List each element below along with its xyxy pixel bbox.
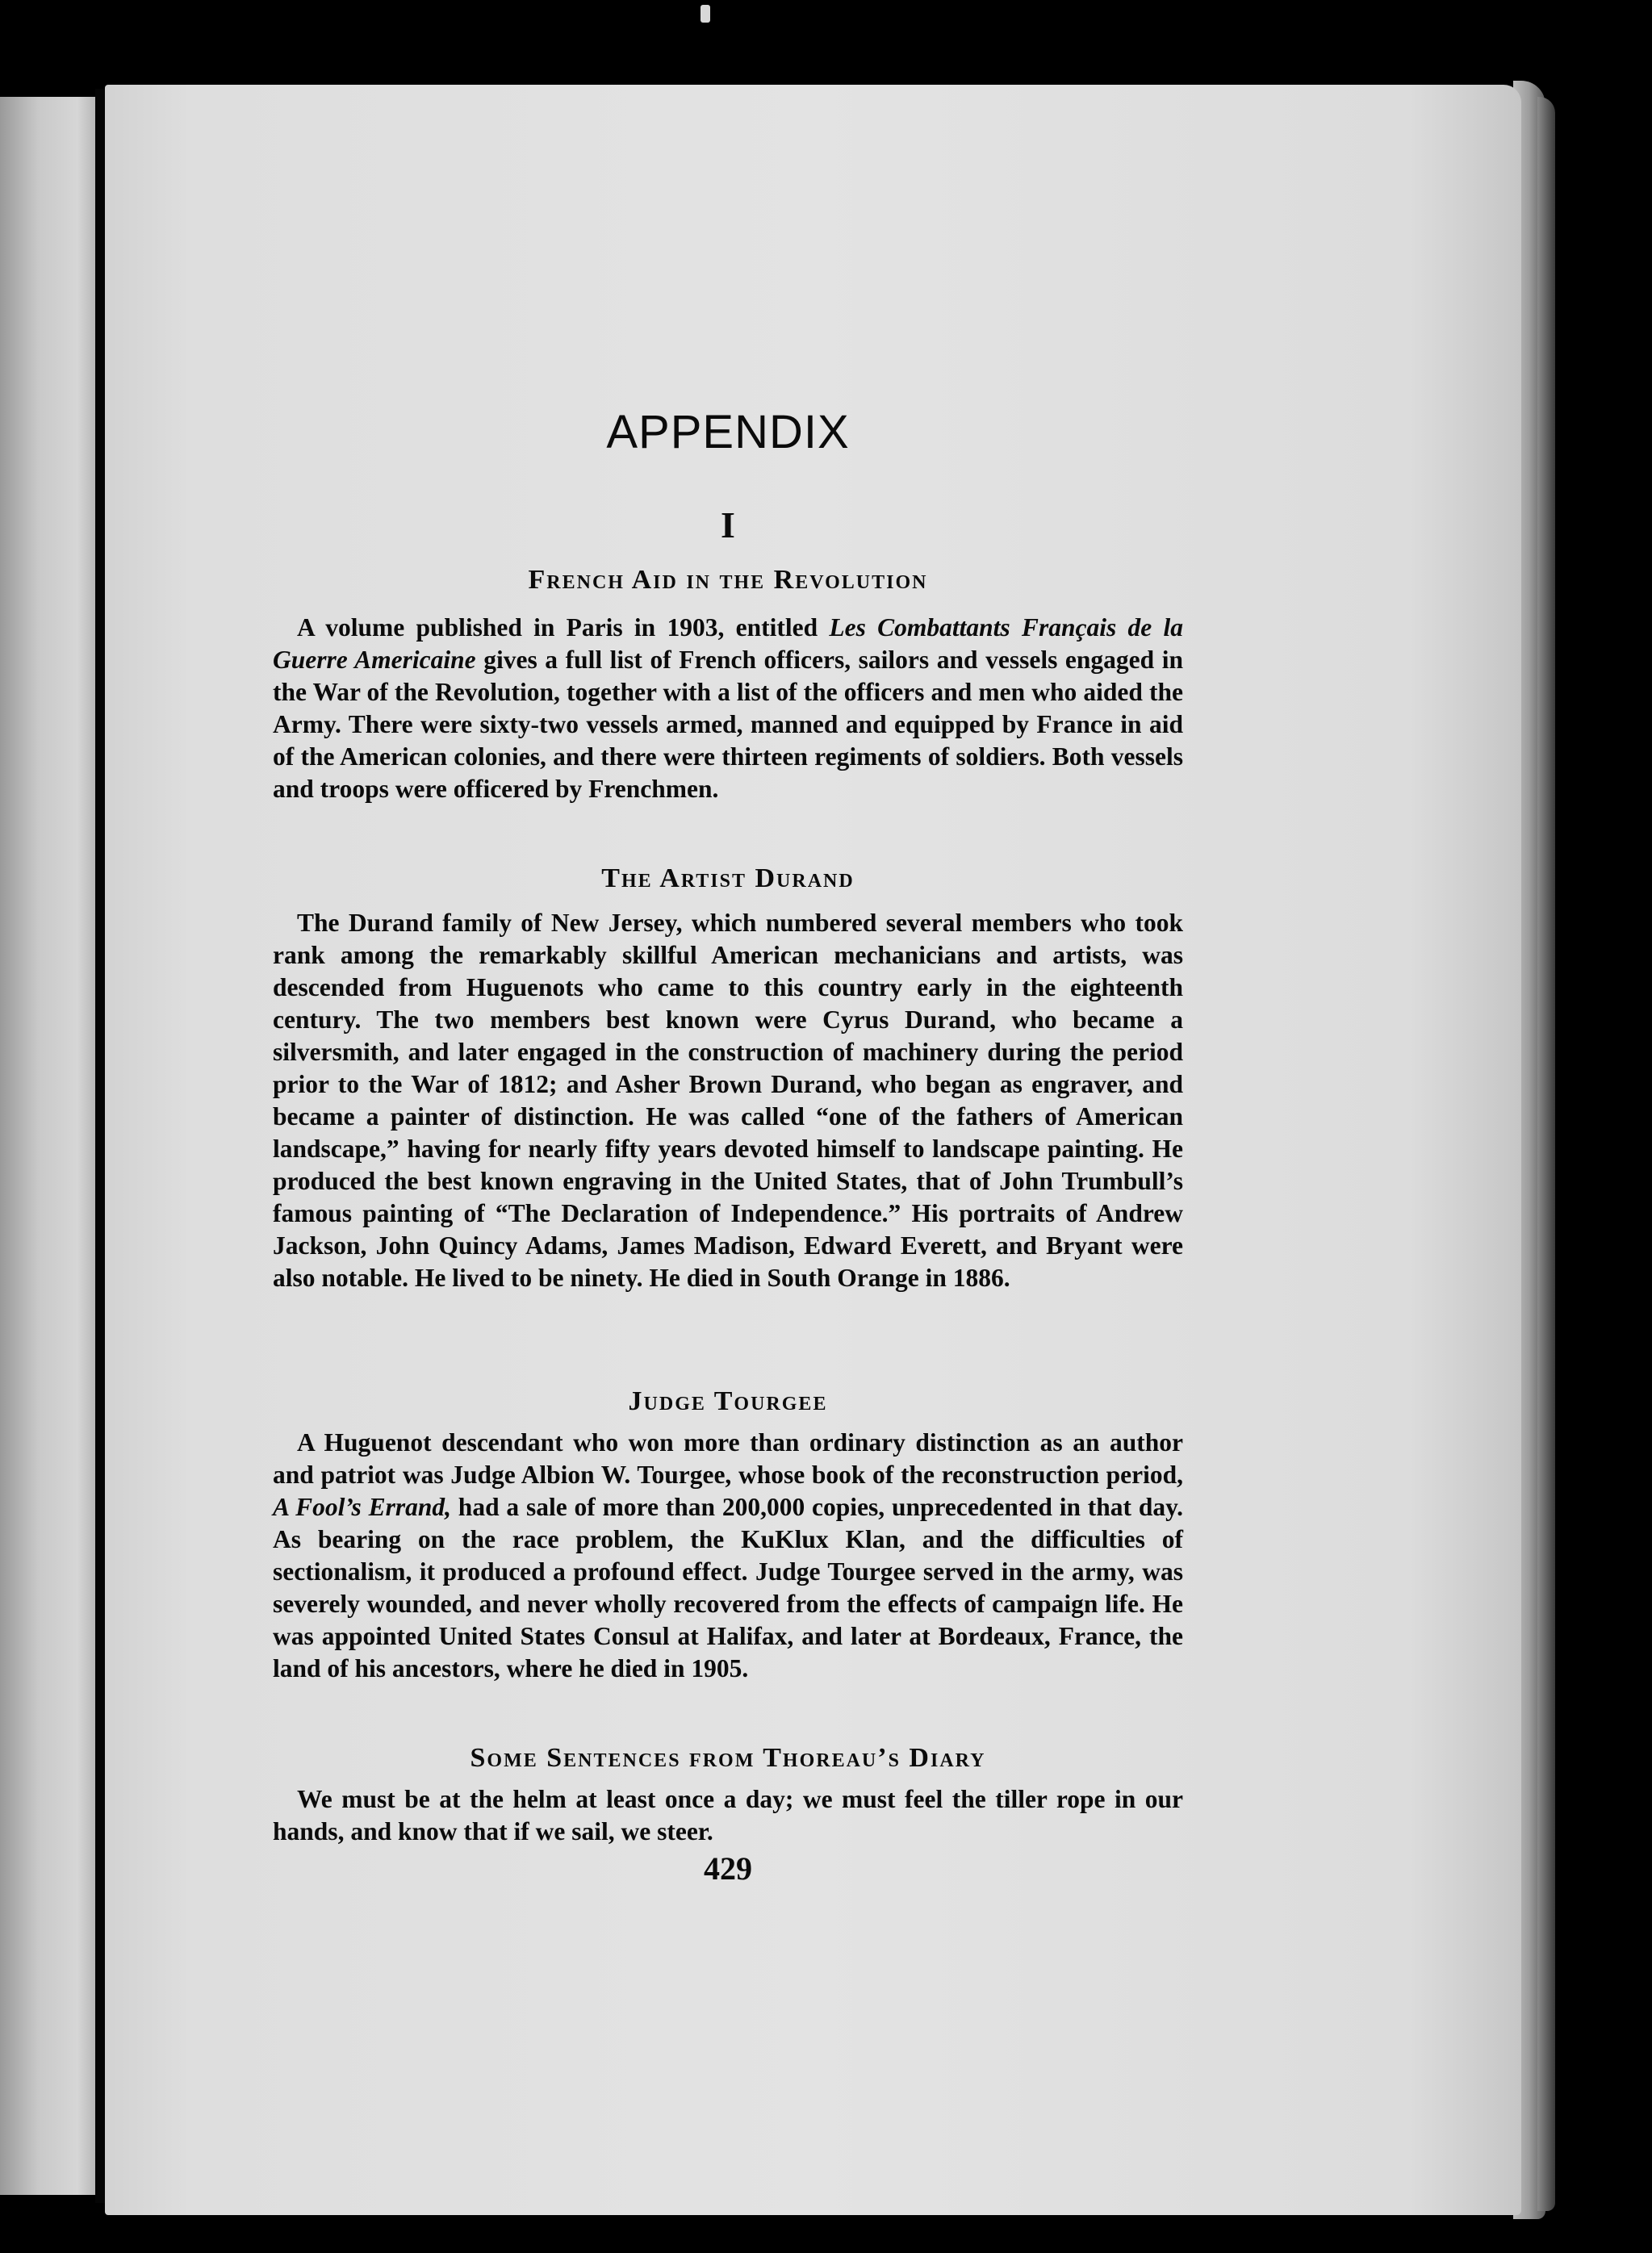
page-number: 429: [704, 1850, 752, 1887]
book-title-italic: A Fool’s Errand,: [273, 1493, 451, 1521]
adjacent-page-strip: [0, 97, 97, 2195]
text-run: A volume published in Paris in 1903, entitled: [297, 613, 830, 642]
heading-thoreau-diary: Some Sentences from Thoreau’s Diary: [470, 1743, 986, 1773]
text-run: gives a full list of French officers, sailors and vessels engaged in the War of the Revolution, together with a list of the officers and men who aided the Army. There were sixty-two vessels armed, manned and equipped by France in aid of the American colonies, and there were thirteen regiments of soldiers. Both vessels and troops were officered by Frenchmen.: [273, 646, 1183, 803]
heading-french-aid: French Aid in the Revolution: [528, 565, 928, 595]
heading-judge-tourgee: Judge Tourgee: [628, 1386, 828, 1416]
heading-artist-durand: The Artist Durand: [601, 863, 855, 893]
paragraph-french-aid: [273, 612, 1183, 805]
page-edge-shadow: [1537, 97, 1555, 2211]
book-title-italic: Les Combattants Français de la Guerre Americaine: [273, 613, 1183, 674]
scan-mark: [701, 5, 710, 23]
paragraph-judge-tourgee: [273, 1427, 1183, 1685]
paragraph-artist-durand: The Durand family of New Jersey, which numbered several members who took rank among the remarkably skillful American mechanicians and artists, was descended from Huguenots who came to this country early in the eighteenth century. The two members best known were Cyrus Durand, who became a silversmith, and later engaged in the construction of machinery during the period prior to the War of 1812; and Asher Brown Durand, who began as engraver, and became a painter of distinction. He was called “one of the fathers of American landscape,” having for nearly fifty years devoted himself to landscape painting. He produced the best known engraving in the United States, that of John Trumbull’s famous painting of “The Declaration of Independence.” His portraits of Andrew Jackson, John Quincy Adams, James Madison, Edward Everett, and Bryant were also notable. He lived to be ninety. He died in South Orange in 1886.: [273, 909, 1183, 1292]
text-run: had a sale of more than 200,000 copies, unprecedented in that day. As bearing on the race problem, the KuKlux Klan, and the difficulties of sectionalism, it produced a profound effect. Judge Tourgee served in the army, was severely wounded, and never wholly recovered from the effects of campaign life. He was appointed United States Consul at Halifax, and later at Bordeaux, France, the land of his ancestors, where he died in 1905.: [273, 1493, 1183, 1682]
appendix-title: APPENDIX: [606, 406, 850, 458]
text-run: A Huguenot descendant who won more than ordinary distinction as an author and patriot was Judge Albion W. Tourgee, whose book of the reconstruction period,: [273, 1428, 1183, 1489]
appendix-numeral: I: [721, 504, 735, 545]
paragraph-thoreau-diary: We must be at the helm at least once a day; we must feel the tiller rope in our hands, and know that if we sail, we steer.: [273, 1785, 1183, 1845]
